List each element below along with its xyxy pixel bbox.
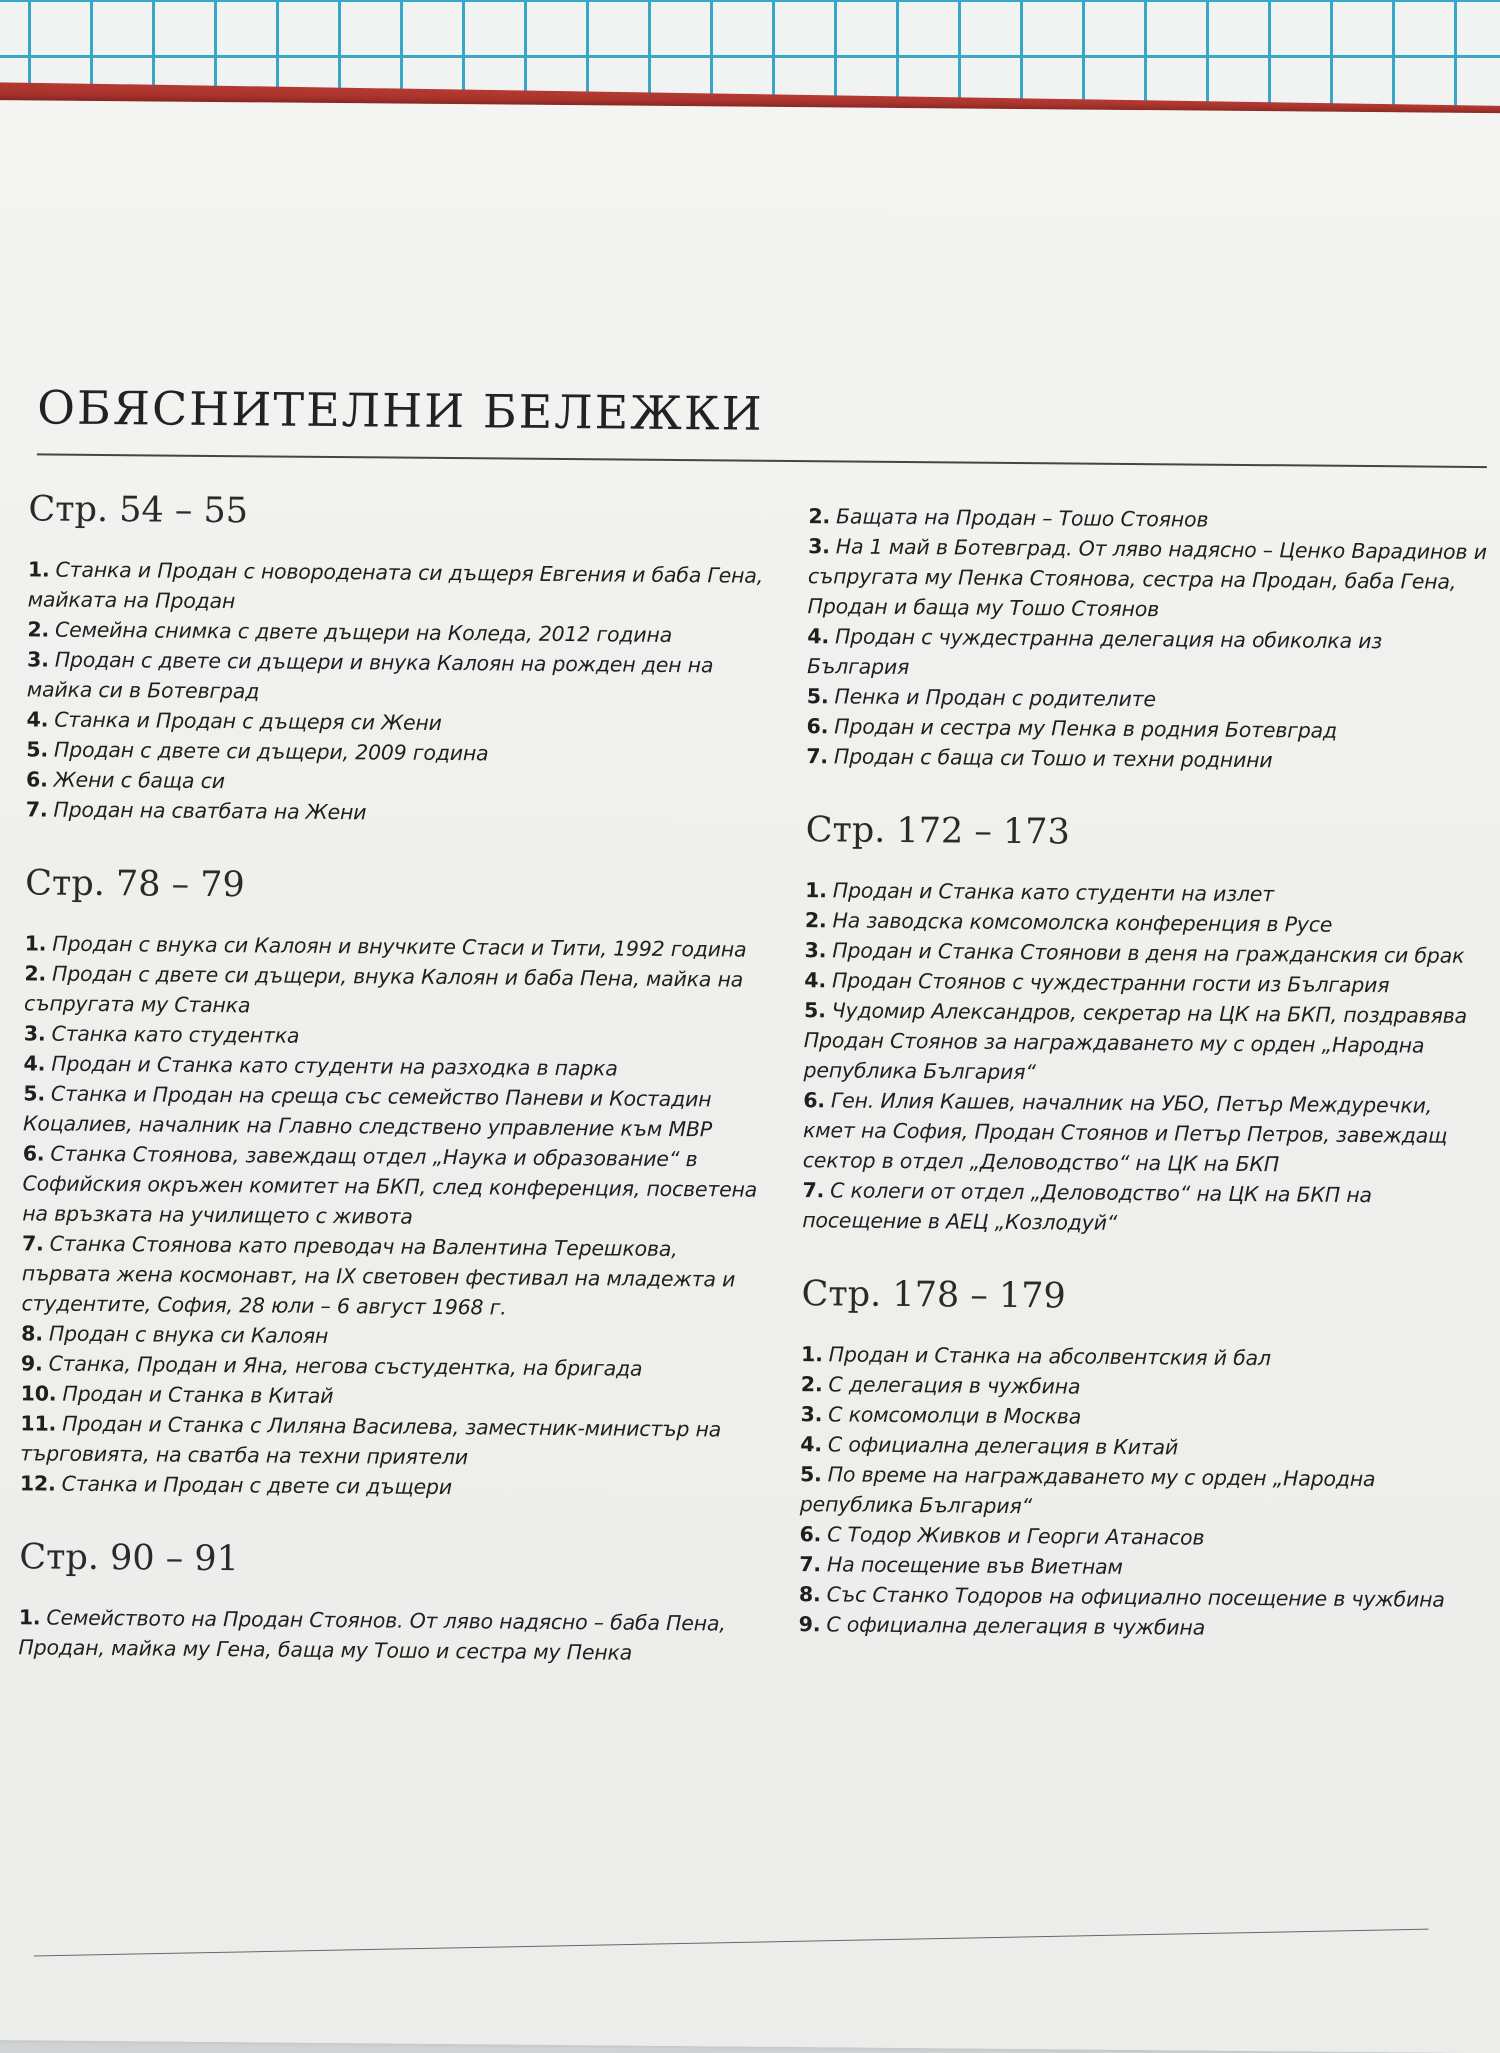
caption-list [802, 875, 1485, 1241]
caption-number: 1. [800, 1342, 823, 1367]
caption-text: По време на награждаването му с орден „Народна република България“ [799, 1462, 1376, 1519]
caption-number: 8. [21, 1321, 43, 1346]
caption-number: 9. [798, 1612, 821, 1637]
caption-item [21, 1228, 762, 1324]
caption-text: Продан с баща си Тошо и техни роднини [833, 744, 1273, 773]
caption-item [806, 741, 1486, 777]
caption-text: Продан и Станка с Лиляна Василева, заместник-министър на търговията, на сватба на техни приятели [20, 1411, 722, 1470]
caption-text: Станка и Продан с новородената си дъщеря Евгения и баба Гена, майката на Продан [27, 557, 764, 614]
caption-list [806, 501, 1488, 777]
caption-text: Станка и Продан с дъщеря си Жени [54, 707, 442, 735]
caption-number: 7. [802, 1178, 825, 1203]
caption-text: На посещение във Виетнам [826, 1552, 1123, 1579]
caption-text: На 1 май в Ботевград. От ляво надясно – Ценко Варадинов и съпругата му Пенка Стоянова, сестра на Продан, баба Гена, Продан и баща му Тошо Стоянов [807, 534, 1487, 622]
caption-number: 3. [27, 647, 49, 672]
caption-text: Станка и Продан с двете си дъщери [61, 1471, 453, 1500]
caption-number: 6. [806, 714, 829, 739]
caption-number: 2. [24, 961, 47, 986]
caption-list [26, 554, 768, 830]
caption-text: Продан и Станка Стоянови в деня на гражданския си брак [832, 938, 1465, 968]
caption-number: 5. [23, 1081, 46, 1106]
notes-section [806, 501, 1488, 777]
caption-text: Продан и сестра му Пенка в родния Ботевград [834, 714, 1338, 743]
caption-text: С Тодор Живков и Георги Атанасов [827, 1522, 1205, 1550]
caption-number: 7. [806, 744, 829, 769]
caption-number: 7. [25, 797, 48, 822]
caption-number: 7. [21, 1231, 44, 1256]
caption-text: Семейството на Продан Стоянов. От ляво надясно – баба Пена, Продан, майка му Гена, баща му Тошо и сестра му Пенка [18, 1605, 726, 1665]
caption-text: Продан с двете си дъщери, внука Калоян и баба Пена, майка на съпругата му Станка [24, 961, 744, 1018]
caption-text: С официална делегация в Китай [827, 1432, 1179, 1460]
caption-number: 11. [20, 1411, 57, 1436]
caption-text: С делегация в чужбина [828, 1372, 1081, 1399]
caption-item [800, 1459, 1480, 1525]
section-heading: Стр. 54 – 55 [28, 489, 249, 532]
caption-text: Станка, Продан и Яна, негова състудентка, на бригада [48, 1351, 643, 1381]
notes-section [18, 1536, 759, 1668]
section-heading: Стр. 172 – 173 [805, 810, 1070, 853]
caption-number: 8. [798, 1582, 821, 1607]
caption-number: 2. [27, 617, 50, 642]
section-heading: Стр. 90 – 91 [19, 1537, 240, 1580]
caption-item [23, 1078, 763, 1144]
caption-text: Чудомир Александров, секретар на ЦК на БКП, поздравява Продан Стоянов за награждаването му с орден „Народна република България“ [803, 998, 1468, 1085]
caption-item [803, 1085, 1484, 1181]
caption-item [803, 995, 1484, 1091]
caption-text: Ген. Илия Кашев, началник на УБО, Петър Междуречки, кмет на София, Продан Стоянов и Петър Петров, завеждащ сектор в отдел „Деловодство“ на ЦК на БКП [802, 1088, 1448, 1177]
caption-text: Жени с баща си [53, 767, 225, 794]
caption-number: 3. [23, 1021, 46, 1046]
caption-number: 6. [22, 1141, 45, 1166]
caption-text: С колеги от отдел „Деловодство“ на ЦК на БКП на посещение в АЕЦ „Козлодуй“ [802, 1178, 1372, 1235]
caption-item [20, 1408, 760, 1474]
caption-item [27, 644, 767, 710]
caption-text: Продан и Станка като студенти на разходка в парка [51, 1051, 618, 1081]
caption-list [20, 928, 765, 1504]
caption-number: 9. [20, 1351, 43, 1376]
caption-number: 6. [799, 1522, 822, 1547]
caption-text: Продан на сватбата на Жени [53, 797, 367, 825]
right-column [798, 501, 1488, 1683]
caption-number: 1. [805, 878, 827, 903]
caption-number: 7. [799, 1552, 822, 1577]
notes-section [802, 809, 1486, 1241]
caption-text: Семейна снимка с двете дъщери на Коледа, 2012 година [54, 617, 673, 647]
caption-text: Станка Стоянова, завеждащ отдел „Наука и образование“ в Софийския окръжен комитет на БКП, след конференция, посветена на връзката на училището с живота [22, 1141, 758, 1229]
caption-number: 12. [19, 1471, 56, 1496]
caption-number: 5. [799, 1462, 822, 1487]
caption-text: Станка и Продан на среща със семейство Паневи и Костадин Коцалиев, началник на Главно следствено управление към МВР [22, 1081, 713, 1142]
caption-number: 6. [25, 767, 48, 792]
caption-number: 6. [803, 1088, 826, 1113]
caption-text: Със Станко Тодоров на официално посещение в чужбина [826, 1582, 1445, 1612]
caption-item [26, 794, 766, 830]
notes-section [20, 862, 766, 1504]
caption-number: 4. [807, 624, 830, 649]
caption-item [802, 1175, 1482, 1241]
book-page [0, 100, 1500, 2053]
caption-text: Станка като студентка [51, 1021, 300, 1048]
caption-number: 4. [23, 1051, 46, 1076]
caption-number: 5. [806, 684, 829, 709]
caption-number: 5. [26, 737, 49, 762]
caption-item [807, 531, 1488, 627]
caption-text: Продан с внука си Калоян и внучките Стаси и Тити, 1992 година [52, 931, 747, 962]
caption-number: 3. [804, 938, 827, 963]
caption-text: Продан с двете си дъщери и внука Калоян на рожден ден на майка си в Ботевград [26, 647, 714, 704]
caption-text: Продан с чуждестранна делегация на обиколка из България [806, 624, 1383, 680]
notes-section [799, 1273, 1482, 1645]
caption-text: Продан Стоянов с чуждестранни гости из България [831, 968, 1390, 998]
caption-number: 2. [804, 908, 827, 933]
caption-list [799, 1339, 1482, 1645]
caption-number: 2. [808, 504, 831, 529]
caption-list [18, 1602, 758, 1668]
caption-number: 1. [18, 1605, 41, 1630]
caption-number: 5. [803, 998, 826, 1023]
caption-number: 4. [804, 968, 827, 993]
caption-item [799, 1609, 1479, 1645]
caption-number: 4. [26, 707, 49, 732]
caption-text: На заводска комсомолска конференция в Русе [832, 908, 1333, 937]
caption-item [24, 958, 764, 1024]
bottom-divider [34, 1929, 1429, 1957]
caption-number: 1. [24, 931, 47, 956]
caption-number: 1. [27, 557, 50, 582]
notes-section [26, 488, 769, 830]
caption-text: Продан с внука си Калоян [48, 1321, 329, 1348]
caption-text: Пенка и Продан с родителите [834, 684, 1156, 712]
caption-text: Бащата на Продан – Тошо Стоянов [835, 504, 1209, 532]
left-column [18, 488, 769, 1706]
title-divider [37, 453, 1487, 468]
caption-text: Продан с двете си дъщери, 2009 година [53, 737, 489, 766]
caption-number: 3. [800, 1402, 823, 1427]
caption-text: Продан и Станка в Китай [62, 1381, 334, 1409]
caption-number: 3. [808, 534, 830, 559]
caption-number: 2. [800, 1372, 823, 1397]
caption-text: С комсомолци в Москва [828, 1402, 1082, 1429]
caption-item [18, 1602, 758, 1668]
caption-text: Станка Стоянова като преводач на Валентина Терешкова, първата жена космонавт, на IX световен фестивал на младежта и студентите, София, 28 юли – 6 август 1968 г. [21, 1231, 736, 1320]
caption-item [807, 621, 1487, 687]
section-heading: Стр. 178 – 179 [801, 1274, 1066, 1317]
caption-item [28, 554, 768, 620]
page-content [18, 380, 1487, 1913]
section-heading: Стр. 78 – 79 [24, 863, 245, 906]
caption-text: Продан и Станка като студенти на излет [832, 878, 1275, 907]
page-title: ОБЯСНИТЕЛНИ БЕЛЕЖКИ [37, 380, 764, 441]
caption-text: С официална делегация в чужбина [826, 1612, 1206, 1640]
caption-item [20, 1468, 760, 1504]
caption-number: 4. [800, 1432, 823, 1457]
caption-number: 10. [20, 1381, 57, 1406]
caption-item [22, 1138, 763, 1234]
caption-text: Продан и Станка на абсолвентския й бал [828, 1342, 1272, 1371]
